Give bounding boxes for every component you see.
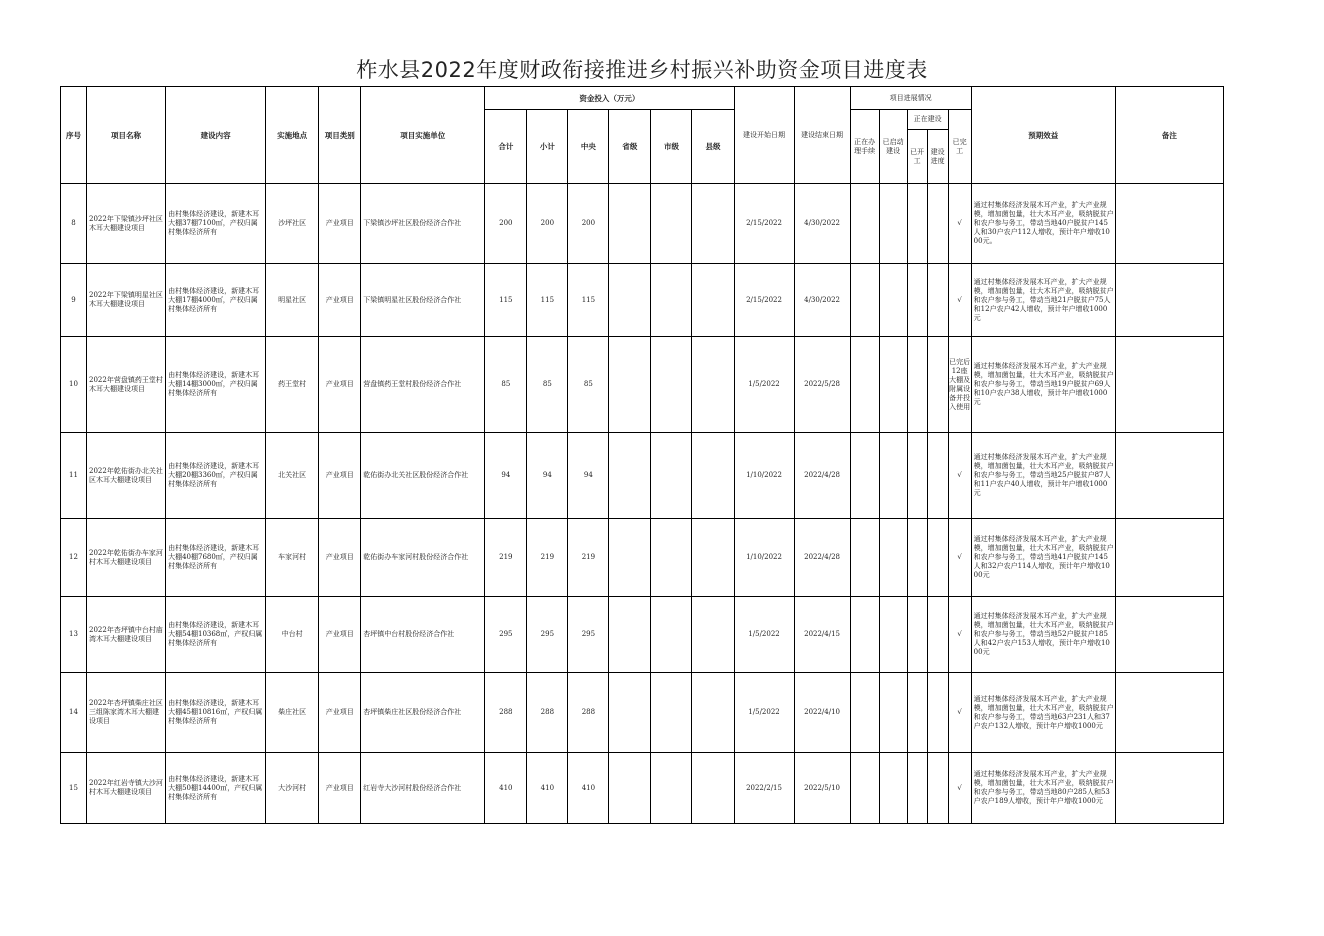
cell-seq: 15 <box>61 753 87 824</box>
header-end-date: 建设结束日期 <box>794 87 850 184</box>
cell-subtotal: 94 <box>527 433 568 519</box>
header-subtotal: 小计 <box>527 110 568 184</box>
cell-city <box>651 673 692 753</box>
cell-central: 295 <box>568 597 609 673</box>
cell-processing <box>850 519 879 597</box>
cell-province <box>609 519 651 597</box>
cell-central: 200 <box>568 184 609 264</box>
cell-county <box>692 673 734 753</box>
header-completed: 已完工 <box>948 110 971 184</box>
cell-begun <box>907 519 927 597</box>
cell-processing <box>850 753 879 824</box>
cell-started <box>879 264 907 337</box>
cell-category: 产业项目 <box>319 184 361 264</box>
cell-province <box>609 337 651 433</box>
cell-county <box>692 264 734 337</box>
cell-total: 410 <box>485 753 527 824</box>
cell-county <box>692 337 734 433</box>
cell-name: 2022年红岩寺镇大沙河村木耳大棚建设项目 <box>87 753 166 824</box>
cell-processing <box>850 337 879 433</box>
cell-build-progress <box>927 433 948 519</box>
cell-benefit: 通过村集体经济发展木耳产业，扩大产业规模，增加菌包量，壮大木耳产业，吸纳脱贫户和农户参与务工，带动当地19户脱贫户69人和10户农户38人增收，预计年户增收1000元 <box>971 337 1115 433</box>
header-central: 中央 <box>568 110 609 184</box>
cell-unit: 红岩寺大沙河村股份经济合作社 <box>361 753 485 824</box>
table-row <box>61 597 1224 673</box>
cell-unit: 下梁镇明星社区股份经济合作社 <box>361 264 485 337</box>
cell-completed: √ <box>948 673 971 753</box>
header-start-date: 建设开始日期 <box>734 87 794 184</box>
header-started: 已启动建设 <box>879 110 907 184</box>
cell-category: 产业项目 <box>319 264 361 337</box>
table-row <box>61 753 1224 824</box>
cell-build-progress <box>927 337 948 433</box>
cell-start-date: 2/15/2022 <box>734 184 794 264</box>
cell-benefit: 通过村集体经济发展木耳产业，扩大产业规模，增加菌包量，壮大木耳产业，吸纳脱贫户和农户参与务工，带动当地25户脱贫户87人和11户农户40人增收，预计年户增收1000元 <box>971 433 1115 519</box>
cell-build-progress <box>927 184 948 264</box>
header-remark: 备注 <box>1115 87 1223 184</box>
cell-content: 由村集体经济建设，新建木耳大棚37棚7100㎡，产权归属村集体经济所有 <box>166 184 266 264</box>
cell-begun <box>907 673 927 753</box>
cell-started <box>879 753 907 824</box>
cell-build-progress <box>927 673 948 753</box>
cell-started <box>879 519 907 597</box>
cell-total: 200 <box>485 184 527 264</box>
cell-end-date: 2022/4/28 <box>794 433 850 519</box>
cell-total: 85 <box>485 337 527 433</box>
cell-name: 2022年乾佑街办车家河村木耳大棚建设项目 <box>87 519 166 597</box>
cell-name: 2022年杏坪镇中台村庙湾木耳大棚建设项目 <box>87 597 166 673</box>
cell-remark <box>1115 753 1223 824</box>
cell-benefit: 通过村集体经济发展木耳产业，扩大产业规模，增加菌包量，壮大木耳产业，吸纳脱贫户和农户参与务工，带动当地41户脱贫户145人和32户农户114人增收，预计年户增收1000元 <box>971 519 1115 597</box>
cell-county <box>692 753 734 824</box>
cell-category: 产业项目 <box>319 337 361 433</box>
cell-unit: 乾佑街办车家河村股份经济合作社 <box>361 519 485 597</box>
cell-city <box>651 184 692 264</box>
cell-name: 2022年营盘镇药王堂村木耳大棚建设项目 <box>87 337 166 433</box>
cell-central: 288 <box>568 673 609 753</box>
cell-city <box>651 597 692 673</box>
cell-province <box>609 433 651 519</box>
cell-started <box>879 433 907 519</box>
cell-benefit: 通过村集体经济发展木耳产业，扩大产业规模，增加菌包量，壮大木耳产业，吸纳脱贫户和农户参与务工，带动当地63户231人和37户农户132人增收，预计年户增收1000元 <box>971 673 1115 753</box>
cell-start-date: 2022/2/15 <box>734 753 794 824</box>
cell-processing <box>850 597 879 673</box>
cell-remark <box>1115 184 1223 264</box>
cell-completed: √ <box>948 519 971 597</box>
header-benefit: 预期效益 <box>971 87 1115 184</box>
cell-begun <box>907 433 927 519</box>
cell-started <box>879 597 907 673</box>
cell-location: 大沙河村 <box>266 753 319 824</box>
cell-begun <box>907 337 927 433</box>
cell-content: 由村集体经济建设，新建木耳大棚20棚3360㎡，产权归属村集体经济所有 <box>166 433 266 519</box>
cell-central: 410 <box>568 753 609 824</box>
cell-start-date: 1/5/2022 <box>734 673 794 753</box>
cell-remark <box>1115 519 1223 597</box>
cell-subtotal: 288 <box>527 673 568 753</box>
header-begun: 已开工 <box>907 130 927 184</box>
header-content: 建设内容 <box>166 87 266 184</box>
cell-end-date: 2022/5/28 <box>794 337 850 433</box>
cell-subtotal: 219 <box>527 519 568 597</box>
cell-content: 由村集体经济建设，新建木耳大棚50棚14400㎡，产权归属村集体经济所有 <box>166 753 266 824</box>
cell-category: 产业项目 <box>319 433 361 519</box>
cell-category: 产业项目 <box>319 597 361 673</box>
cell-benefit: 通过村集体经济发展木耳产业，扩大产业规模，增加菌包量，壮大木耳产业，吸纳脱贫户和农户参与务工，带动当地80户285人和53户农户189人增收，预计年户增收1000元 <box>971 753 1115 824</box>
cell-processing <box>850 184 879 264</box>
cell-location: 北关社区 <box>266 433 319 519</box>
cell-completed: 已完后12座大棚及附属设备并投入使用 <box>948 337 971 433</box>
cell-seq: 9 <box>61 264 87 337</box>
cell-started <box>879 673 907 753</box>
cell-benefit: 通过村集体经济发展木耳产业，扩大产业规模，增加菌包量，壮大木耳产业，吸纳脱贫户和农户参与务工，带动当地52户脱贫户185人和42户农户153人增收，预计年户增收1000元 <box>971 597 1115 673</box>
cell-end-date: 4/30/2022 <box>794 184 850 264</box>
header-unit: 项目实施单位 <box>361 87 485 184</box>
cell-content: 由村集体经济建设，新建木耳大棚45棚10816㎡，产权归属村集体经济所有 <box>166 673 266 753</box>
header-county: 县级 <box>692 110 734 184</box>
cell-total: 219 <box>485 519 527 597</box>
table-row <box>61 673 1224 753</box>
cell-central: 94 <box>568 433 609 519</box>
cell-name: 2022年下梁镇沙坪社区木耳大棚建设项目 <box>87 184 166 264</box>
header-category: 项目类别 <box>319 87 361 184</box>
cell-processing <box>850 264 879 337</box>
cell-remark <box>1115 673 1223 753</box>
cell-end-date: 2022/5/10 <box>794 753 850 824</box>
cell-category: 产业项目 <box>319 519 361 597</box>
cell-province <box>609 673 651 753</box>
cell-location: 药王堂村 <box>266 337 319 433</box>
cell-remark <box>1115 337 1223 433</box>
cell-benefit: 通过村集体经济发展木耳产业，扩大产业规模，增加菌包量，壮大木耳产业，吸纳脱贫户和农户参与务工，带动当地40户脱贫户145人和30户农户112人增收，预计年户增收1000元。 <box>971 184 1115 264</box>
cell-end-date: 2022/4/15 <box>794 597 850 673</box>
cell-location: 车家河村 <box>266 519 319 597</box>
cell-content: 由村集体经济建设，新建木耳大棚14棚3000㎡，产权归属村集体经济所有 <box>166 337 266 433</box>
progress-table <box>60 86 1224 824</box>
header-name: 项目名称 <box>87 87 166 184</box>
cell-build-progress <box>927 753 948 824</box>
cell-end-date: 2022/4/10 <box>794 673 850 753</box>
cell-begun <box>907 597 927 673</box>
cell-start-date: 1/5/2022 <box>734 597 794 673</box>
cell-unit: 杏坪镇柴庄社区股份经济合作社 <box>361 673 485 753</box>
cell-central: 115 <box>568 264 609 337</box>
cell-total: 288 <box>485 673 527 753</box>
page-title: 柞水县2022年度财政衔接推进乡村振兴补助资金项目进度表 <box>356 58 928 82</box>
cell-begun <box>907 184 927 264</box>
cell-start-date: 2/15/2022 <box>734 264 794 337</box>
table-row <box>61 337 1224 433</box>
cell-location: 沙坪社区 <box>266 184 319 264</box>
cell-city <box>651 337 692 433</box>
cell-start-date: 1/5/2022 <box>734 337 794 433</box>
cell-total: 94 <box>485 433 527 519</box>
table-row <box>61 184 1224 264</box>
cell-unit: 下梁镇沙坪社区股份经济合作社 <box>361 184 485 264</box>
cell-category: 产业项目 <box>319 673 361 753</box>
cell-end-date: 2022/4/28 <box>794 519 850 597</box>
cell-name: 2022年乾佑街办北关社区木耳大棚建设项目 <box>87 433 166 519</box>
header-location: 实施地点 <box>266 87 319 184</box>
cell-central: 85 <box>568 337 609 433</box>
cell-completed: √ <box>948 184 971 264</box>
cell-remark <box>1115 433 1223 519</box>
cell-location: 明星社区 <box>266 264 319 337</box>
cell-completed: √ <box>948 264 971 337</box>
cell-start-date: 1/10/2022 <box>734 433 794 519</box>
cell-county <box>692 519 734 597</box>
cell-seq: 13 <box>61 597 87 673</box>
cell-seq: 10 <box>61 337 87 433</box>
cell-completed: √ <box>948 597 971 673</box>
header-processing: 正在办理手续 <box>850 110 879 184</box>
header-funds: 资金投入（万元） <box>485 87 734 110</box>
cell-seq: 8 <box>61 184 87 264</box>
table-row <box>61 264 1224 337</box>
cell-subtotal: 295 <box>527 597 568 673</box>
table-row <box>61 433 1224 519</box>
cell-benefit: 通过村集体经济发展木耳产业，扩大产业规模，增加菌包量，壮大木耳产业，吸纳脱贫户和农户参与务工，带动当地21户脱贫户75人和12户农户42人增收，预计年户增收1000元 <box>971 264 1115 337</box>
cell-processing <box>850 673 879 753</box>
cell-build-progress <box>927 519 948 597</box>
header-under-construction: 正在建设 <box>907 110 948 130</box>
cell-province <box>609 184 651 264</box>
cell-started <box>879 184 907 264</box>
cell-name: 2022年杏坪镇柴庄社区三组陈家湾木耳大棚建设项目 <box>87 673 166 753</box>
cell-end-date: 4/30/2022 <box>794 264 850 337</box>
cell-county <box>692 184 734 264</box>
cell-city <box>651 753 692 824</box>
cell-category: 产业项目 <box>319 753 361 824</box>
cell-location: 柴庄社区 <box>266 673 319 753</box>
cell-seq: 14 <box>61 673 87 753</box>
cell-location: 中台村 <box>266 597 319 673</box>
header-build-progress: 建设进度 <box>927 130 948 184</box>
cell-province <box>609 264 651 337</box>
cell-province <box>609 597 651 673</box>
cell-remark <box>1115 597 1223 673</box>
cell-city <box>651 264 692 337</box>
cell-unit: 杏坪镇中台村股份经济合作社 <box>361 597 485 673</box>
cell-processing <box>850 433 879 519</box>
cell-unit: 营盘镇药王堂村股份经济合作社 <box>361 337 485 433</box>
cell-subtotal: 115 <box>527 264 568 337</box>
cell-city <box>651 433 692 519</box>
cell-total: 115 <box>485 264 527 337</box>
cell-total: 295 <box>485 597 527 673</box>
header-total: 合计 <box>485 110 527 184</box>
cell-completed: √ <box>948 433 971 519</box>
cell-completed: √ <box>948 753 971 824</box>
cell-seq: 11 <box>61 433 87 519</box>
cell-county <box>692 433 734 519</box>
cell-city <box>651 519 692 597</box>
cell-name: 2022年下梁镇明星社区木耳大棚建设项目 <box>87 264 166 337</box>
cell-begun <box>907 264 927 337</box>
cell-remark <box>1115 264 1223 337</box>
cell-start-date: 1/10/2022 <box>734 519 794 597</box>
cell-central: 219 <box>568 519 609 597</box>
cell-begun <box>907 753 927 824</box>
cell-subtotal: 85 <box>527 337 568 433</box>
cell-seq: 12 <box>61 519 87 597</box>
cell-content: 由村集体经济建设，新建木耳大棚54棚10368㎡，产权归属村集体经济所有 <box>166 597 266 673</box>
table-row <box>61 519 1224 597</box>
cell-subtotal: 200 <box>527 184 568 264</box>
cell-unit: 乾佑街办北关社区股份经济合作社 <box>361 433 485 519</box>
cell-content: 由村集体经济建设，新建木耳大棚40棚7680㎡，产权归属村集体经济所有 <box>166 519 266 597</box>
cell-county <box>692 597 734 673</box>
cell-subtotal: 410 <box>527 753 568 824</box>
cell-province <box>609 753 651 824</box>
cell-started <box>879 337 907 433</box>
cell-build-progress <box>927 264 948 337</box>
cell-content: 由村集体经济建设，新建木耳大棚17棚4000㎡，产权归属村集体经济所有 <box>166 264 266 337</box>
header-seq: 序号 <box>61 87 87 184</box>
header-city: 市级 <box>651 110 692 184</box>
cell-build-progress <box>927 597 948 673</box>
header-province: 省级 <box>609 110 651 184</box>
header-progress: 项目进展情况 <box>850 87 971 110</box>
